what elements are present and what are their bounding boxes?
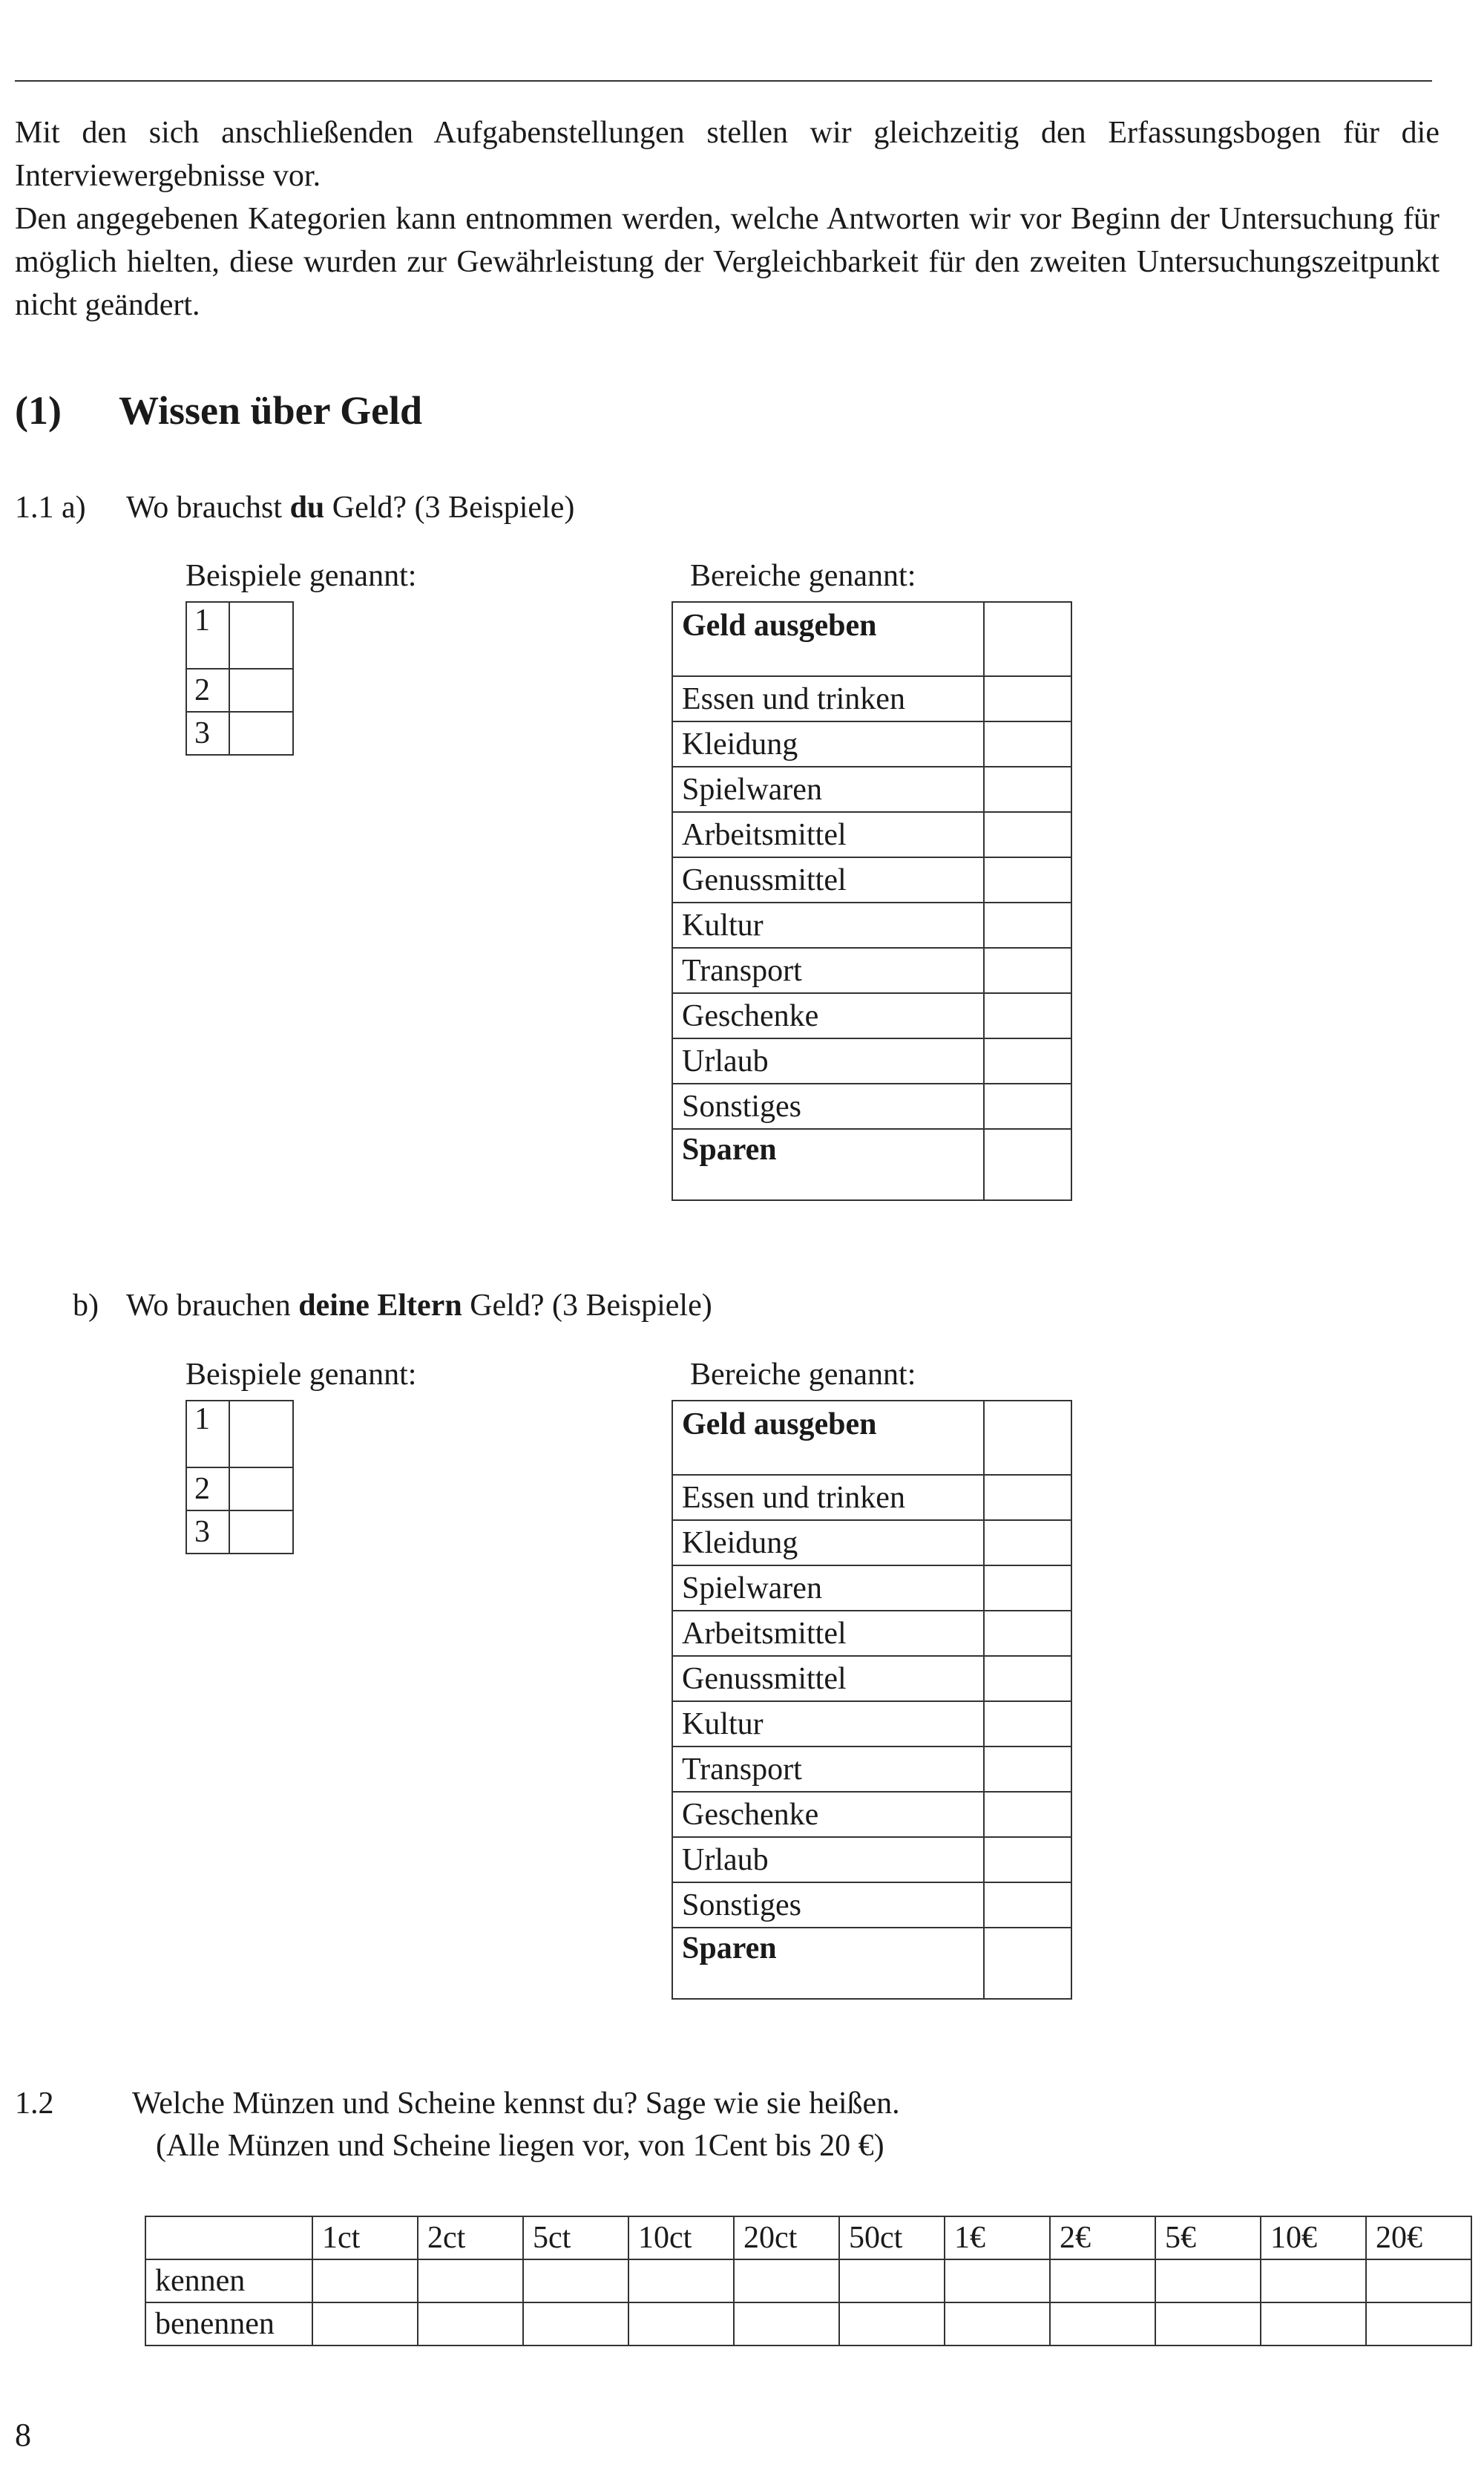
coin-header: 50ct	[839, 2216, 945, 2259]
category-label: Spielwaren	[672, 1565, 984, 1611]
table-row	[672, 1656, 1071, 1701]
table-row	[186, 1510, 293, 1554]
areas-label: Bereiche genannt:	[690, 1358, 916, 1392]
check-cell[interactable]	[945, 2259, 1050, 2302]
category-cell[interactable]	[984, 1038, 1071, 1084]
category-label: Sparen	[672, 1129, 984, 1200]
question-1-2-note: (Alle Münzen und Scheine liegen vor, von 1Cent bis 20 €)	[156, 2129, 884, 2163]
coin-header: 10ct	[628, 2216, 734, 2259]
table-row	[145, 2302, 1471, 2345]
example-number: 2	[186, 1467, 229, 1510]
table-row	[672, 812, 1071, 857]
coin-header: 20€	[1366, 2216, 1471, 2259]
top-rule	[15, 80, 1432, 82]
category-label: Essen und trinken	[672, 676, 984, 721]
row-label: kennen	[145, 2259, 312, 2302]
coin-header: 1€	[945, 2216, 1050, 2259]
question-text: Geld? (3 Beispiele)	[462, 1289, 712, 1323]
table-row	[672, 602, 1071, 676]
table-row	[186, 1467, 293, 1510]
question-text: Wo brauchst	[126, 491, 290, 525]
example-cell[interactable]	[229, 602, 293, 669]
category-label: Sparen	[672, 1928, 984, 1999]
check-cell[interactable]	[523, 2302, 628, 2345]
examples-table-1b	[186, 1400, 294, 1554]
example-number: 3	[186, 1510, 229, 1554]
category-cell[interactable]	[984, 1792, 1071, 1837]
examples-label: Beispiele genannt:	[186, 1358, 417, 1392]
check-cell[interactable]	[1155, 2302, 1261, 2345]
question-number: 1.2	[15, 2086, 54, 2121]
table-row	[672, 1928, 1071, 1999]
question-text: Geld? (3 Beispiele)	[324, 491, 575, 525]
category-cell[interactable]	[984, 1882, 1071, 1928]
row-label: benennen	[145, 2302, 312, 2345]
category-label: Sonstiges	[672, 1084, 984, 1129]
table-row	[672, 1837, 1071, 1882]
check-cell[interactable]	[1366, 2259, 1471, 2302]
table-row	[672, 1520, 1071, 1565]
check-cell[interactable]	[628, 2302, 734, 2345]
check-cell[interactable]	[312, 2259, 418, 2302]
table-row	[672, 767, 1071, 812]
table-row	[672, 1038, 1071, 1084]
example-cell[interactable]	[229, 1510, 293, 1554]
question-1-1b	[73, 1284, 712, 1327]
coin-header: 10€	[1261, 2216, 1366, 2259]
check-cell[interactable]	[628, 2259, 734, 2302]
coin-header: 20ct	[734, 2216, 839, 2259]
question-text: Wo brauchen	[126, 1289, 299, 1323]
areas-table-1b	[672, 1400, 1072, 2000]
example-cell[interactable]	[229, 1467, 293, 1510]
intro-paragraph-1: Mit den sich anschließenden Aufgabenstellungen stellen wir gleichzeitig den Erfassungsbogen für die Interviewergebnisse vor.	[15, 116, 1439, 193]
question-number: b)	[73, 1289, 99, 1323]
table-row	[672, 1792, 1071, 1837]
coin-header: 5ct	[523, 2216, 628, 2259]
category-cell[interactable]	[984, 1747, 1071, 1792]
category-cell[interactable]	[984, 903, 1071, 948]
question-text-bold: deine Eltern	[298, 1289, 462, 1323]
table-row	[672, 1565, 1071, 1611]
category-label: Kultur	[672, 1701, 984, 1747]
category-cell[interactable]	[984, 857, 1071, 903]
category-label: Geschenke	[672, 1792, 984, 1837]
category-cell[interactable]	[984, 1611, 1071, 1656]
table-row	[186, 602, 293, 669]
example-number: 2	[186, 669, 229, 712]
category-label: Genussmittel	[672, 1656, 984, 1701]
category-cell[interactable]	[984, 1837, 1071, 1882]
coin-header: 2€	[1050, 2216, 1155, 2259]
category-label: Kleidung	[672, 1520, 984, 1565]
examples-label: Beispiele genannt:	[186, 559, 417, 593]
category-cell[interactable]	[984, 721, 1071, 767]
table-row	[672, 1882, 1071, 1928]
check-cell[interactable]	[839, 2302, 945, 2345]
category-label: Geld ausgeben	[672, 1401, 984, 1475]
table-row	[672, 721, 1071, 767]
table-row	[672, 1701, 1071, 1747]
category-label: Geschenke	[672, 993, 984, 1038]
example-number: 3	[186, 712, 229, 755]
check-cell[interactable]	[839, 2259, 945, 2302]
example-cell[interactable]	[229, 669, 293, 712]
question-number: 1.1 a)	[15, 491, 86, 525]
table-row	[672, 676, 1071, 721]
table-row	[186, 712, 293, 755]
category-cell[interactable]	[984, 1928, 1071, 1999]
section-title: Wissen über Geld	[119, 388, 423, 433]
check-cell[interactable]	[1261, 2302, 1366, 2345]
category-cell[interactable]	[984, 948, 1071, 993]
coin-header: 5€	[1155, 2216, 1261, 2259]
table-row	[672, 1747, 1071, 1792]
table-row	[672, 948, 1071, 993]
category-label: Transport	[672, 1747, 984, 1792]
category-cell[interactable]	[984, 1129, 1071, 1200]
category-cell[interactable]	[984, 1475, 1071, 1520]
check-cell[interactable]	[734, 2302, 839, 2345]
question-1-1a	[15, 486, 574, 529]
coin-header: 1ct	[312, 2216, 418, 2259]
table-row	[145, 2259, 1471, 2302]
category-cell[interactable]	[984, 1656, 1071, 1701]
category-label: Urlaub	[672, 1038, 984, 1084]
areas-label: Bereiche genannt:	[690, 559, 916, 593]
category-cell[interactable]	[984, 767, 1071, 812]
check-cell[interactable]	[1050, 2259, 1155, 2302]
table-row	[186, 1401, 293, 1467]
section-heading	[15, 387, 422, 433]
category-label: Genussmittel	[672, 857, 984, 903]
check-cell[interactable]	[945, 2302, 1050, 2345]
section-number: (1)	[15, 388, 62, 433]
check-cell[interactable]	[523, 2259, 628, 2302]
category-cell[interactable]	[984, 812, 1071, 857]
check-cell[interactable]	[418, 2259, 523, 2302]
example-cell[interactable]	[229, 1401, 293, 1467]
example-number: 1	[186, 602, 229, 669]
table-row	[672, 993, 1071, 1038]
table-row	[672, 1084, 1071, 1129]
areas-table-1a	[672, 601, 1072, 1201]
category-cell[interactable]	[984, 676, 1071, 721]
table-row	[145, 2216, 1471, 2259]
table-row	[672, 1401, 1071, 1475]
check-cell[interactable]	[312, 2302, 418, 2345]
category-label: Kleidung	[672, 721, 984, 767]
examples-table-1a	[186, 601, 294, 756]
table-row	[672, 1611, 1071, 1656]
table-row	[672, 857, 1071, 903]
category-cell[interactable]	[984, 1565, 1071, 1611]
category-label: Arbeitsmittel	[672, 1611, 984, 1656]
corner-cell	[145, 2216, 312, 2259]
category-label: Urlaub	[672, 1837, 984, 1882]
category-cell[interactable]	[984, 1084, 1071, 1129]
example-number: 1	[186, 1401, 229, 1467]
question-1-2	[15, 2082, 900, 2125]
check-cell[interactable]	[1366, 2302, 1471, 2345]
category-label: Spielwaren	[672, 767, 984, 812]
category-label: Arbeitsmittel	[672, 812, 984, 857]
category-cell[interactable]	[984, 602, 1071, 676]
category-cell[interactable]	[984, 1401, 1071, 1475]
check-cell[interactable]	[1050, 2302, 1155, 2345]
category-cell[interactable]	[984, 1520, 1071, 1565]
category-cell[interactable]	[984, 1701, 1071, 1747]
category-label: Kultur	[672, 903, 984, 948]
category-label: Transport	[672, 948, 984, 993]
table-row	[672, 1129, 1071, 1200]
intro-paragraph-2: Den angegebenen Kategorien kann entnommen werden, welche Antworten wir vor Beginn der Untersuchung für möglich hielten, diese wurden zur Gewährleistung der Vergleichbarkeit für den zweiten Untersuchungszeitpunkt nicht geändert.	[15, 202, 1439, 322]
category-label: Essen und trinken	[672, 1475, 984, 1520]
table-row	[672, 1475, 1071, 1520]
check-cell[interactable]	[418, 2302, 523, 2345]
question-text: Welche Münzen und Scheine kennst du? Sage wie sie heißen.	[132, 2086, 900, 2121]
page-number: 8	[15, 2417, 31, 2453]
question-text-bold: du	[289, 491, 325, 525]
check-cell[interactable]	[1261, 2259, 1366, 2302]
coins-table	[145, 2216, 1472, 2346]
table-row	[672, 903, 1071, 948]
check-cell[interactable]	[1155, 2259, 1261, 2302]
coin-header: 2ct	[418, 2216, 523, 2259]
category-label: Geld ausgeben	[672, 602, 984, 676]
example-cell[interactable]	[229, 712, 293, 755]
category-cell[interactable]	[984, 993, 1071, 1038]
check-cell[interactable]	[734, 2259, 839, 2302]
table-row	[186, 669, 293, 712]
category-label: Sonstiges	[672, 1882, 984, 1928]
intro-text	[15, 111, 1439, 327]
